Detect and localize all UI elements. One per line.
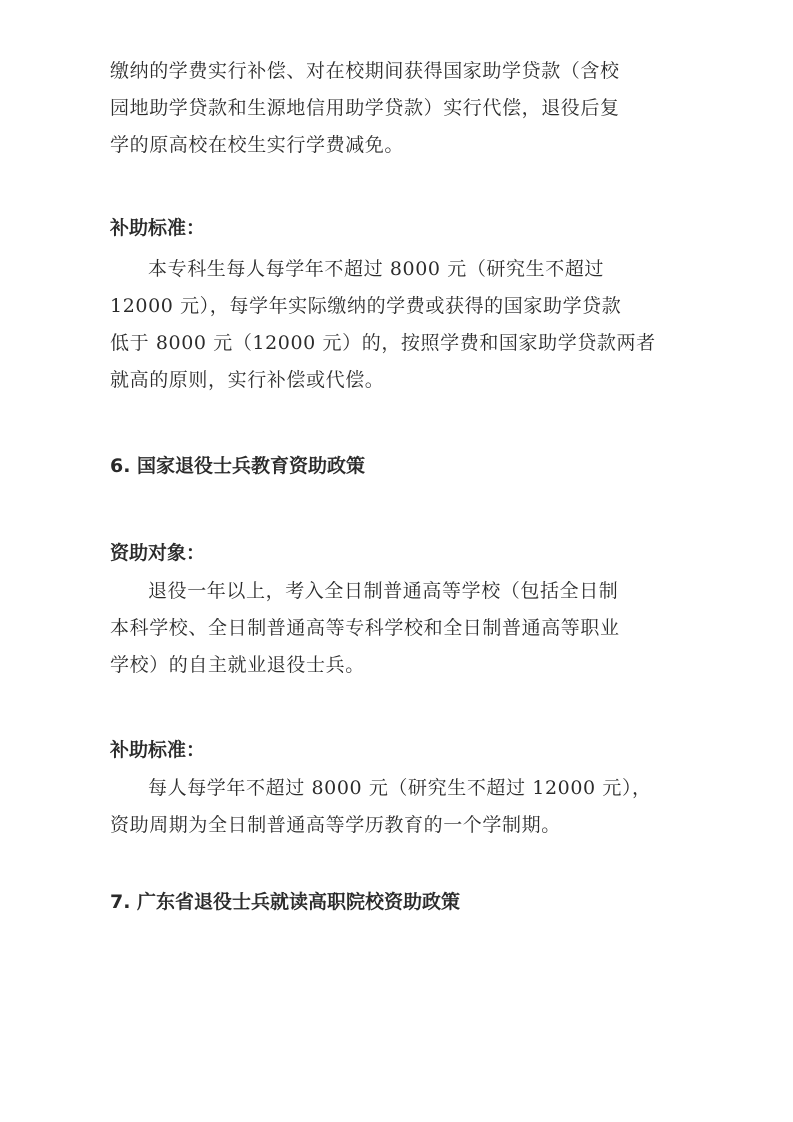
text-line: 学校）的自主就业退役士兵。 [110, 654, 365, 676]
text-line: 就高的原则，实行补偿或代偿。 [110, 369, 385, 391]
text-line: 资助周期为全日制普通高等学历教育的一个学制期。 [110, 814, 561, 836]
text-line: 退役一年以上，考入全日制普通高等学校（包括全日制 [148, 580, 619, 602]
aid-target-heading: 资助对象： [110, 542, 206, 564]
text-line: 本科学校、全日制普通高等专科学校和全日制普通高等职业 [110, 617, 620, 639]
text-line: 园地助学贷款和生源地信用助学贷款）实行代偿，退役后复 [110, 97, 620, 119]
text-line: 缴纳的学费实行补偿、对在校期间获得国家助学贷款（含校 [110, 60, 620, 82]
subsidy-standard-paragraph [110, 251, 680, 399]
subsidy-standard-heading-2: 补助标准： [110, 739, 206, 761]
text-line: 低于 8000 元（12000 元）的，按照学费和国家助学贷款两者 [110, 332, 656, 354]
subsidy-standard-paragraph-2 [110, 770, 680, 844]
section-6-title: 6. 国家退役士兵教育资助政策 [110, 455, 366, 477]
intro-paragraph [110, 53, 680, 164]
section-7-title: 7. 广东省退役士兵就读高职院校资助政策 [110, 891, 461, 913]
text-line: 12000 元），每学年实际缴纳的学费或获得的国家助学贷款 [110, 295, 622, 317]
text-line: 学的原高校在校生实行学费减免。 [110, 134, 405, 156]
text-line: 每人每学年不超过 8000 元（研究生不超过 12000 元）， [148, 777, 652, 799]
aid-target-paragraph [110, 573, 680, 684]
text-line: 本专科生每人每学年不超过 8000 元（研究生不超过 [148, 258, 605, 280]
subsidy-standard-heading: 补助标准： [110, 217, 206, 239]
